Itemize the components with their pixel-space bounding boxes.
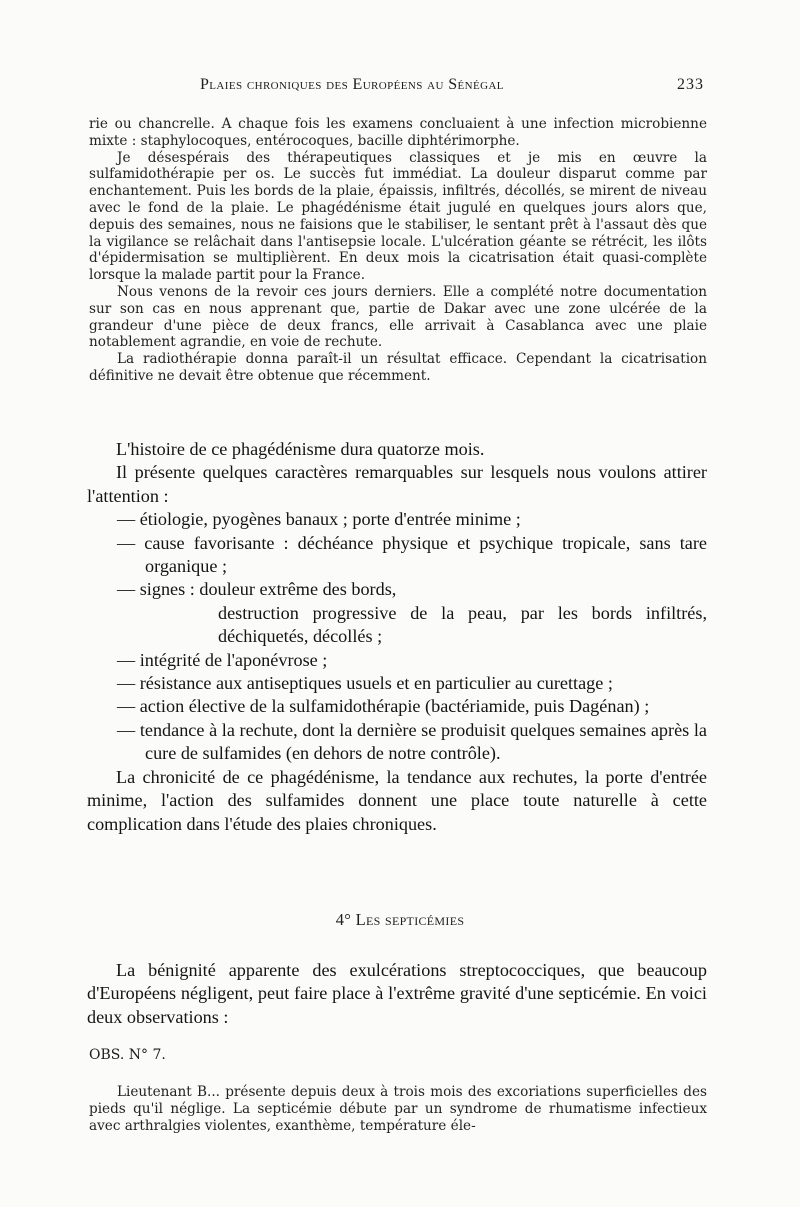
septicemia-intro — [87, 959, 707, 1029]
list-item: — action élective de la sulfamidothérapie (bactériamide, puis Dagénan) ; — [117, 696, 650, 717]
summary-section — [87, 438, 707, 836]
paragraph: L'histoire de ce phagédénisme dura quatorze mois. — [116, 439, 485, 459]
running-title: Plaies chroniques des Européens au Sénégal — [200, 76, 504, 93]
list-item: — intégrité de l'aponévrose ; — [117, 649, 328, 670]
running-header — [88, 76, 704, 98]
page-number: 233 — [677, 76, 704, 93]
paragraph: Je désespérais des thérapeutiques classiques et je mis en œuvre la sulfamidothérapie per os. Le succès fut immédiat. La douleur disparut comme par enchantement. Puis les bords de la plaie, épaissis, infiltrés, décollés, se mirent de niveau avec le fond de la plaie. Le phagédénisme était jugulé en quelques jours alors que, depuis des semaines, nous ne faisions que le stabiliser, le sentant prêt à l'assaut dès que la vigilance se relâchait dans l'antisepsie locale. L'ulcération géante se rétrécit, les ilôts d'épidermisation se multiplièrent. En deux mois la cicatrisation était quasi-complète lorsque la malade partit pour la France. — [89, 149, 707, 284]
list-item: — étiologie, pyogènes banaux ; porte d'entrée minime ; — [117, 509, 521, 530]
paragraph: rie ou chancrelle. A chaque fois les examens concluaient à une infection microbienne mixte : staphylocoques, entérocoques, bacille diphtérimorphe. — [89, 116, 707, 149]
list-item: — résistance aux antiseptiques usuels et en particulier au curettage ; — [117, 673, 613, 694]
observation-label: OBS. N° 7. — [89, 1047, 166, 1063]
paragraph: La radiothérapie donna paraît-il un résultat efficace. Cependant la cicatrisation définitive ne devait être obtenue que récemment. — [89, 351, 707, 384]
list-item-continuation: destruction progressive de la peau, par les bords infiltrés, déchiquetés, décollés ; — [218, 602, 707, 647]
list-item: — cause favorisante : déchéance physique et psychique tropicale, sans tare organique ; — [117, 532, 707, 577]
paragraph: Nous venons de la revoir ces jours derniers. Elle a complété notre documentation sur son cas en nous apprenant que, partie de Dakar avec une zone ulcérée de la grandeur d'une pièce de deux francs, elle arrivait à Casablanca avec une plaie notablement agrandie, en voie de rechute. — [89, 283, 707, 351]
paragraph: Il présente quelques caractères remarquables sur lesquels nous voulons attirer l'attention : — [87, 462, 707, 506]
case-narrative — [89, 116, 707, 385]
observation-text — [89, 1084, 707, 1134]
list-item: — signes : douleur extrême des bords, — [117, 579, 397, 600]
paragraph: La chronicité de ce phagédénisme, la tendance aux rechutes, la porte d'entrée minime, l'action des sulfamides donnent une place toute naturelle à cette complication dans l'étude des plaies chroniques. — [87, 766, 707, 834]
list-item: — tendance à la rechute, dont la dernière se produisit quelques semaines après la cure de sulfamides (en dehors de notre contrôle). — [117, 719, 707, 764]
paragraph: La bénignité apparente des exulcérations streptococciques, que beaucoup d'Européens négligent, peut faire place à l'extrême gravité d'une septicémie. En voici deux observations : — [87, 960, 707, 1027]
paragraph: Lieutenant B... présente depuis deux à trois mois des excoriations superficielles des pieds qu'il néglige. La septicémie débute par un syndrome de rhumatisme infectieux avec arthralgies violentes, exanthème, température éle- — [89, 1084, 707, 1134]
section-heading: 4° Les septicémies — [335, 910, 465, 929]
